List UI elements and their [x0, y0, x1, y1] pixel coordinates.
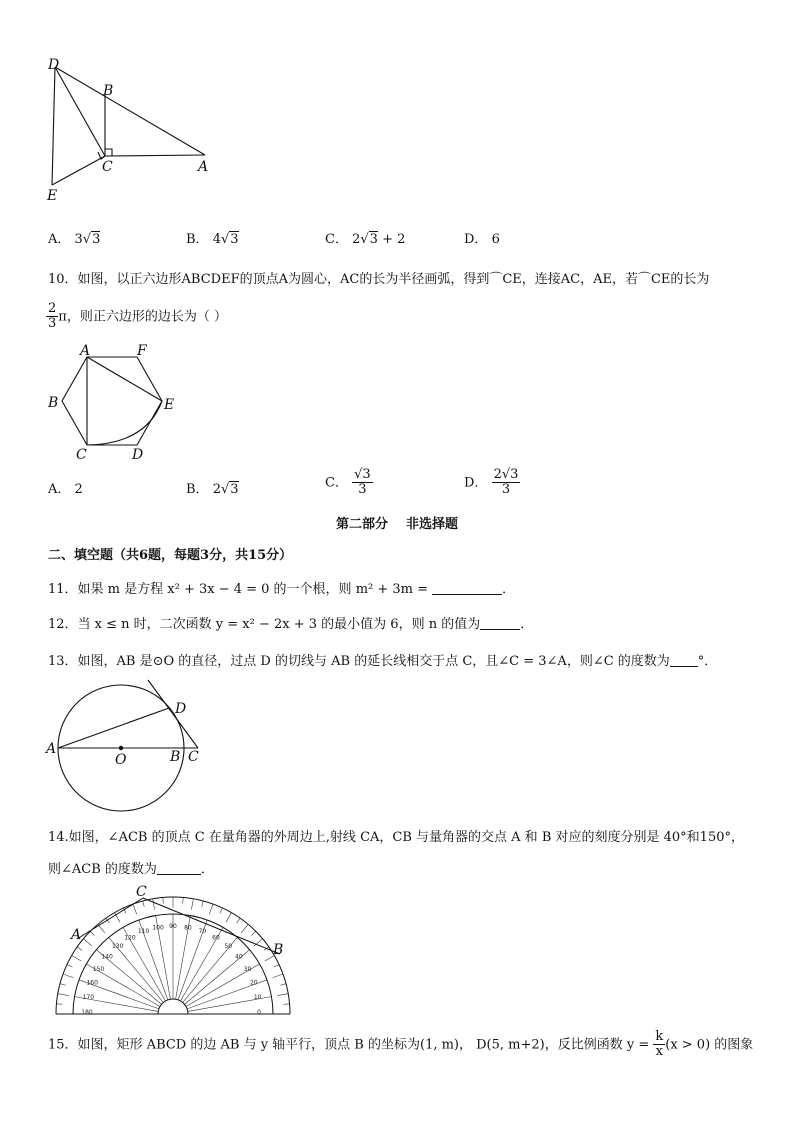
center-point [119, 746, 123, 750]
protractor-degree-label: 120 [124, 934, 136, 942]
hex-label-C: C [76, 447, 87, 463]
circle-label-A: A [46, 741, 57, 757]
q13-answer-blank[interactable] [670, 654, 698, 667]
protractor-degree-label: 50 [224, 943, 233, 951]
protractor-degree-label: 100 [152, 924, 164, 932]
label-B: B [103, 83, 114, 99]
q14-question-line1: 14.如图，∠ACB 的顶点 C 在量角器的外周边上,射线 CA，CB 与量角器的交点 A 和 B 对应的刻度分别是 40°和150°， [48, 830, 744, 845]
protractor-degree-label: 160 [86, 979, 98, 987]
q14-question-line2: 则∠ACB 的度数为 ． [48, 862, 214, 877]
label-C: C [102, 159, 113, 175]
protractor-tick [90, 931, 94, 935]
triangle-figure [40, 55, 270, 205]
protractor-degree-label: 110 [137, 928, 150, 936]
protractor-tick [163, 897, 164, 903]
protractor-degree-label: 140 [101, 953, 113, 961]
label-A: A [198, 159, 209, 175]
q9-option-d[interactable]: D． 6 [464, 232, 500, 247]
arc-CE [87, 401, 162, 445]
protractor-tick [63, 974, 73, 978]
q14-answer-blank[interactable] [157, 862, 201, 875]
q9-option-c[interactable]: C． 2√3 + 2 [325, 232, 406, 247]
q10-option-b[interactable]: B． 2√3 [186, 482, 239, 497]
segment-DC [55, 67, 105, 156]
protractor-label-C: C [136, 884, 147, 900]
protractor-degree-label: 180 [81, 1009, 93, 1016]
q10-option-d[interactable]: D． $\frac{2√3}{3}$ [464, 467, 519, 498]
q10-fraction: $\frac{2}{3}$ [48, 301, 57, 332]
label-E: E [47, 188, 58, 204]
protractor-tick [220, 908, 223, 913]
part2-heading: 二、填空题（共6题，每题3分，共15分） [48, 548, 293, 563]
hex-label-A: A [80, 343, 91, 359]
segment-CE [52, 156, 105, 185]
protractor-tick [183, 897, 184, 903]
circle-label-B: B [170, 749, 181, 765]
protractor-tick [83, 939, 91, 946]
circle-label-C: C [188, 749, 199, 765]
q10-option-c[interactable]: C． $\frac{√3}{3}$ [325, 467, 371, 498]
protractor-degree-label: 60 [212, 934, 220, 942]
protractor-tick [226, 913, 232, 923]
q10-question-line1: 10．如图，以正六边形ABCDEF的顶点A为圆心，AC的长为半径画弧，得到⌒CE，连接AC，AE，若⌒CE的长为 [48, 272, 710, 287]
protractor-label-A: A [71, 927, 82, 943]
q11-answer-blank[interactable] [432, 582, 502, 595]
protractor-degree-label: 20 [249, 979, 258, 987]
protractor-degree-label: 90 [169, 923, 177, 930]
tangent-line [148, 680, 198, 748]
protractor-tick [67, 965, 72, 968]
protractor-degree-label: 0 [257, 1009, 261, 1016]
protractor-tick [72, 956, 82, 962]
protractor-tick [273, 974, 283, 978]
protractor-tick [284, 1004, 290, 1005]
q9-option-a[interactable]: A． 3√3 [48, 232, 101, 247]
protractor-tick [277, 994, 288, 996]
q11-question: 11．如果 m 是方程 x² + 3x − 4 = 0 的一个根，则 m² + 3m = ． [48, 582, 516, 597]
protractor-degree-label: 40 [235, 953, 243, 961]
protractor-degree-label: 10 [253, 994, 262, 1002]
protractor-tick [237, 918, 240, 923]
protractor-figure [45, 882, 305, 1022]
hex-label-B: B [48, 395, 59, 411]
protractor-tick [56, 1004, 62, 1005]
protractor-degree-label: 150 [92, 966, 105, 973]
protractor-tick [251, 931, 255, 935]
protractor-degree-label: 70 [198, 928, 207, 936]
protractor-tick [241, 924, 248, 932]
q10-option-a[interactable]: A． 2 [48, 482, 83, 497]
ray-CA [77, 898, 143, 939]
hexagon [62, 357, 162, 445]
protractor-tick [191, 899, 193, 910]
hex-label-D: D [132, 447, 144, 463]
protractor-tick [58, 994, 69, 996]
right-angle-mark-1 [105, 149, 112, 156]
q9-option-b[interactable]: B． 4√3 [186, 232, 239, 247]
q12-answer-blank[interactable] [480, 617, 520, 630]
section-title: 第二部分 非选择题 [335, 517, 459, 532]
circle-figure [45, 675, 215, 825]
protractor-tick [202, 901, 204, 907]
hex-label-E: E [164, 397, 175, 413]
protractor-tick [143, 901, 145, 907]
segment-AD [58, 708, 169, 748]
protractor-tick [274, 965, 279, 968]
protractor-tick [133, 904, 137, 914]
protractor-degree-label: 170 [82, 994, 95, 1002]
hex-label-F: F [137, 343, 147, 359]
label-D: D [48, 57, 60, 73]
segment-CA [105, 155, 205, 156]
segment-AE [87, 357, 162, 401]
protractor-degree-label: 130 [111, 943, 124, 951]
hexagon-figure [40, 340, 190, 463]
protractor-tick [60, 984, 66, 986]
protractor-tick [77, 947, 82, 950]
protractor-label-B: B [273, 942, 284, 958]
q15-question: 15．如图，矩形 ABCD 的边 AB 与 y 轴平行，顶点 B 的坐标为(1, m)， D(5, m+2)，反比例函数 y = $\frac{k}{x}$ (x > 0) 的图象 [48, 1029, 754, 1060]
protractor-tick [153, 899, 155, 910]
protractor-tick [280, 984, 286, 986]
q12-question: 12．当 x ≤ n 时，二次函数 y = x² − 2x + 3 的最小值为 6，则 n 的值为 ． [48, 617, 534, 632]
protractor-tick [209, 904, 213, 914]
q13-question: 13．如图，AB 是⊙O 的直径，过点 D 的切线与 AB 的延长线相交于点 C，且∠C = 3∠A，则∠C 的度数为 °． [48, 654, 718, 669]
segment-DE [52, 67, 55, 185]
circle-label-O: O [115, 752, 127, 768]
segment-DA [55, 67, 205, 155]
protractor-degree-label: 80 [184, 924, 192, 932]
circle-label-D: D [175, 701, 187, 717]
protractor-degree-label: 30 [243, 966, 252, 973]
q10-question-line2: $\frac{2}{3}$ π，则正六边形的边长为（ ） [48, 301, 227, 332]
